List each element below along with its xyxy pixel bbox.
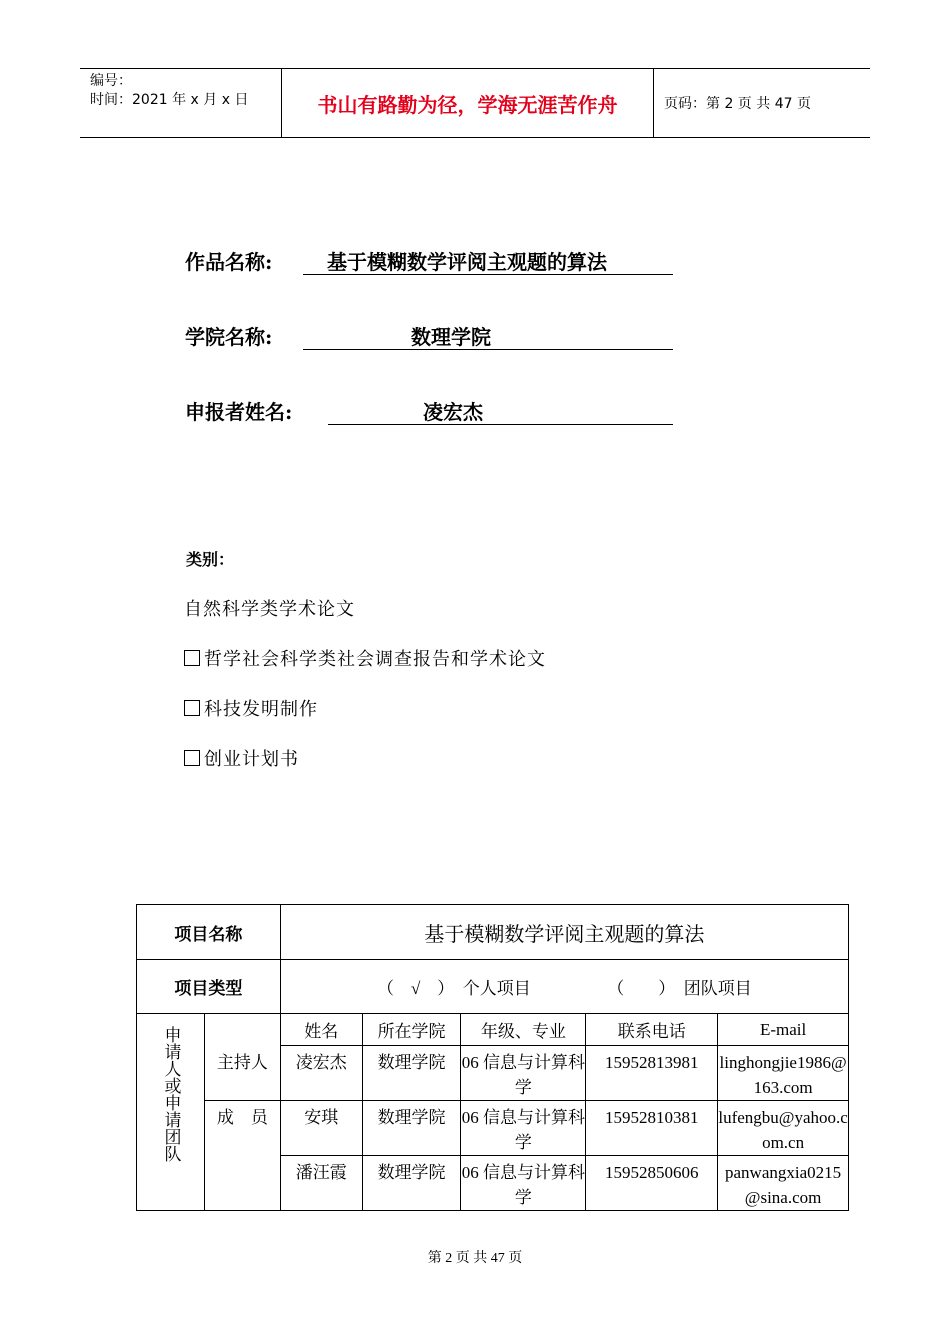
college-name-value: 数理学院 — [411, 325, 491, 349]
project-type-value: （ √ ） 个人项目 （ ） 团队项目 — [280, 960, 848, 1014]
project-type-label: 项目类型 — [137, 960, 281, 1014]
college-cell: 数理学院 — [362, 1101, 461, 1156]
phone-cell: 15952810381 — [586, 1101, 718, 1156]
checkbox[interactable] — [184, 750, 200, 766]
column-header: E-mail — [718, 1014, 849, 1046]
college-cell: 数理学院 — [362, 1156, 461, 1211]
empty-cell — [204, 1014, 280, 1046]
work-name-label: 作品名称: — [185, 250, 273, 274]
major-cell: 06 信息与计算科学 — [461, 1156, 586, 1211]
applicant-team-label: 申请人或申请团队 — [161, 1026, 181, 1162]
table-row — [137, 1101, 849, 1156]
name-cell: 安琪 — [280, 1101, 362, 1156]
email-cell: panwangxia0215@sina.com — [718, 1156, 849, 1211]
applicant-underline — [328, 424, 673, 425]
column-header: 姓名 — [280, 1014, 362, 1046]
table-row — [137, 1046, 849, 1101]
checkbox[interactable] — [184, 650, 200, 666]
college-name-label: 学院名称: — [185, 325, 273, 349]
table-row — [137, 960, 849, 1014]
category-item — [184, 595, 355, 621]
phone-cell: 15952813981 — [586, 1046, 718, 1101]
applicant-label: 申报者姓名: — [185, 400, 293, 424]
category-item[interactable] — [184, 645, 546, 671]
work-name-value: 基于模糊数学评阅主观题的算法 — [327, 250, 607, 274]
category-label: 创业计划书 — [204, 749, 299, 770]
category-label: 自然科学类学术论文 — [184, 599, 355, 620]
number-label: 编号： — [90, 73, 132, 89]
email-cell: lufengbu@yahoo.com.cn — [718, 1101, 849, 1156]
role-cell: 主持人 — [204, 1046, 280, 1101]
project-name-label: 项目名称 — [137, 905, 281, 960]
column-header: 联系电话 — [586, 1014, 718, 1046]
category-title: 类别： — [186, 550, 235, 569]
phone-cell: 15952850606 — [586, 1156, 718, 1211]
time-label: 时间：2021 年 x 月 x 日 — [90, 92, 249, 108]
table-row — [137, 1156, 849, 1211]
table-row — [137, 905, 849, 960]
checkbox[interactable] — [184, 700, 200, 716]
page-footer: 第 2 页 共 47 页 — [427, 1251, 523, 1266]
role-cell — [204, 1156, 280, 1211]
column-header: 所在学院 — [362, 1014, 461, 1046]
header-motto: 书山有路勤为径，学海无涯苦作舟 — [281, 69, 654, 137]
page-header — [80, 68, 870, 138]
category-item[interactable] — [184, 695, 318, 721]
table-header-row — [137, 1014, 849, 1046]
category-item[interactable] — [184, 745, 299, 771]
college-cell: 数理学院 — [362, 1046, 461, 1101]
header-meta — [80, 69, 281, 137]
major-cell: 06 信息与计算科学 — [461, 1101, 586, 1156]
project-name-value: 基于模糊数学评阅主观题的算法 — [280, 905, 848, 960]
name-cell: 凌宏杰 — [280, 1046, 362, 1101]
major-cell: 06 信息与计算科学 — [461, 1046, 586, 1101]
applicant-value: 凌宏杰 — [423, 400, 483, 424]
name-cell: 潘汪霞 — [280, 1156, 362, 1211]
header-page-info: 页码：第 2 页 共 47 页 — [664, 96, 811, 112]
category-label: 哲学社会科学类社会调查报告和学术论文 — [204, 649, 546, 670]
email-cell: linghongjie1986@163.com — [718, 1046, 849, 1101]
role-cell: 成 员 — [204, 1101, 280, 1156]
applicant-team-cell — [137, 1014, 205, 1211]
application-table — [136, 904, 849, 1211]
category-label: 科技发明制作 — [204, 699, 318, 720]
column-header: 年级、专业 — [461, 1014, 586, 1046]
